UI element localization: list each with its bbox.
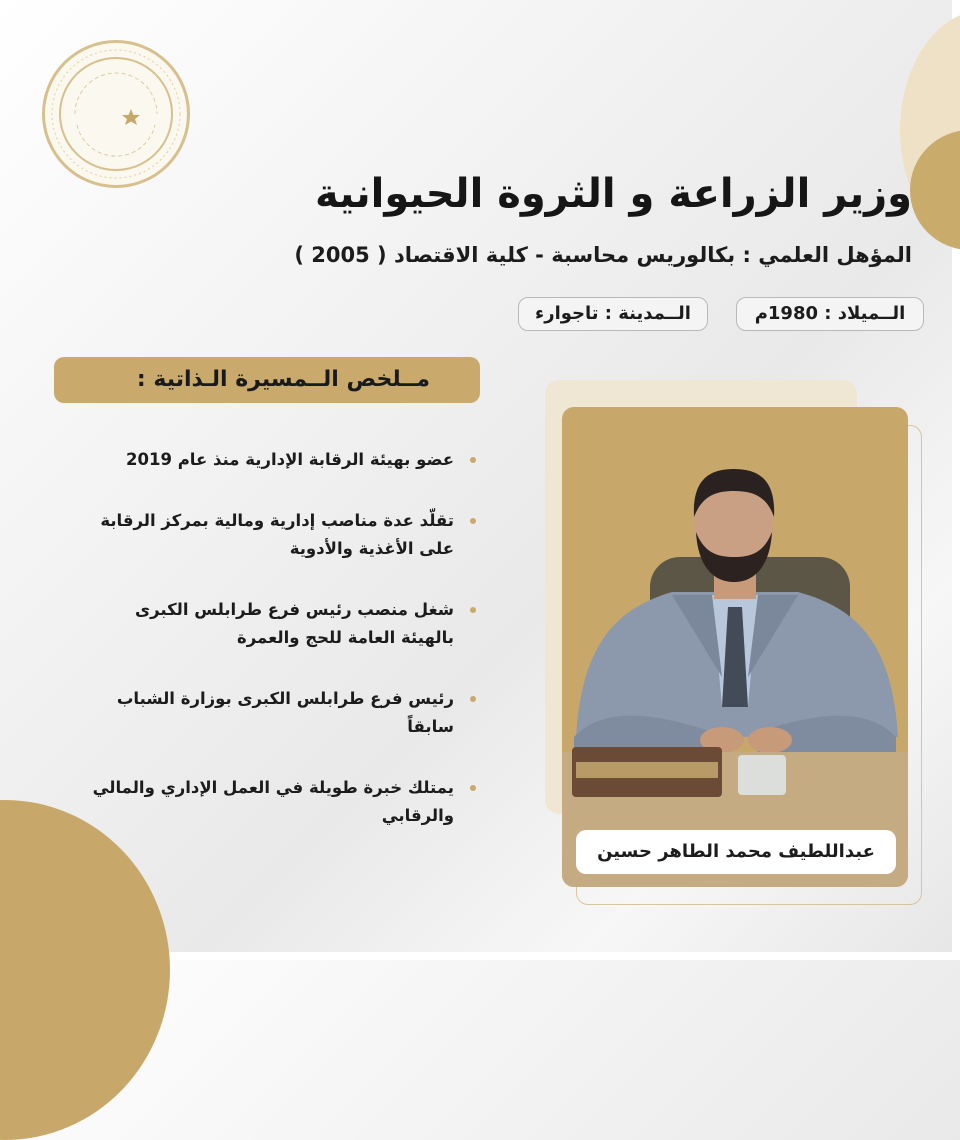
birth-badge: الــميلاد : 1980م	[736, 297, 924, 331]
portrait-illustration	[562, 407, 908, 887]
bullet-dot-icon	[470, 785, 476, 791]
bullet-dot-icon	[470, 518, 476, 524]
career-list	[80, 446, 476, 863]
list-item	[80, 685, 476, 741]
bullet-dot-icon	[470, 696, 476, 702]
list-item-text: عضو بهيئة الرقابة الإدارية منذ عام 2019	[126, 450, 454, 469]
crescent-star-seal-icon	[45, 43, 187, 185]
list-item	[80, 774, 476, 830]
bullet-dot-icon	[470, 607, 476, 613]
list-item	[80, 446, 476, 474]
summary-heading: مــلخص الــمسيرة الـذاتية :	[54, 357, 480, 403]
person-name-label: عبداللطيف محمد الطاهر حسين	[576, 830, 896, 874]
ministry-seal	[42, 40, 190, 188]
list-item-text: رئيس فرع طرابلس الكبرى بوزارة الشباب سابقاً	[116, 689, 454, 736]
list-item	[80, 596, 476, 652]
page-title: وزير الزراعة و الثروة الحيوانية	[315, 171, 912, 217]
bullet-dot-icon	[470, 457, 476, 463]
list-item-text: شغل منصب رئيس فرع طرابلس الكبرى بالهيئة العامة للحج والعمرة	[134, 600, 454, 647]
list-item	[80, 507, 476, 563]
list-item-text: يمتلك خبرة طويلة في العمل الإداري والمالي والرقابي	[92, 778, 454, 825]
city-badge: الــمدينة : تاجوارء	[518, 297, 708, 331]
portrait-photo	[562, 407, 908, 887]
list-item-text: تقلّد عدة مناصب إدارية ومالية بمركز الرقابة على الأغذية والأدوية	[100, 511, 454, 558]
qualification-line: المؤهل العلمي : بكالوريس محاسبة - كلية الاقتصاد ( 2005 )	[294, 243, 912, 267]
